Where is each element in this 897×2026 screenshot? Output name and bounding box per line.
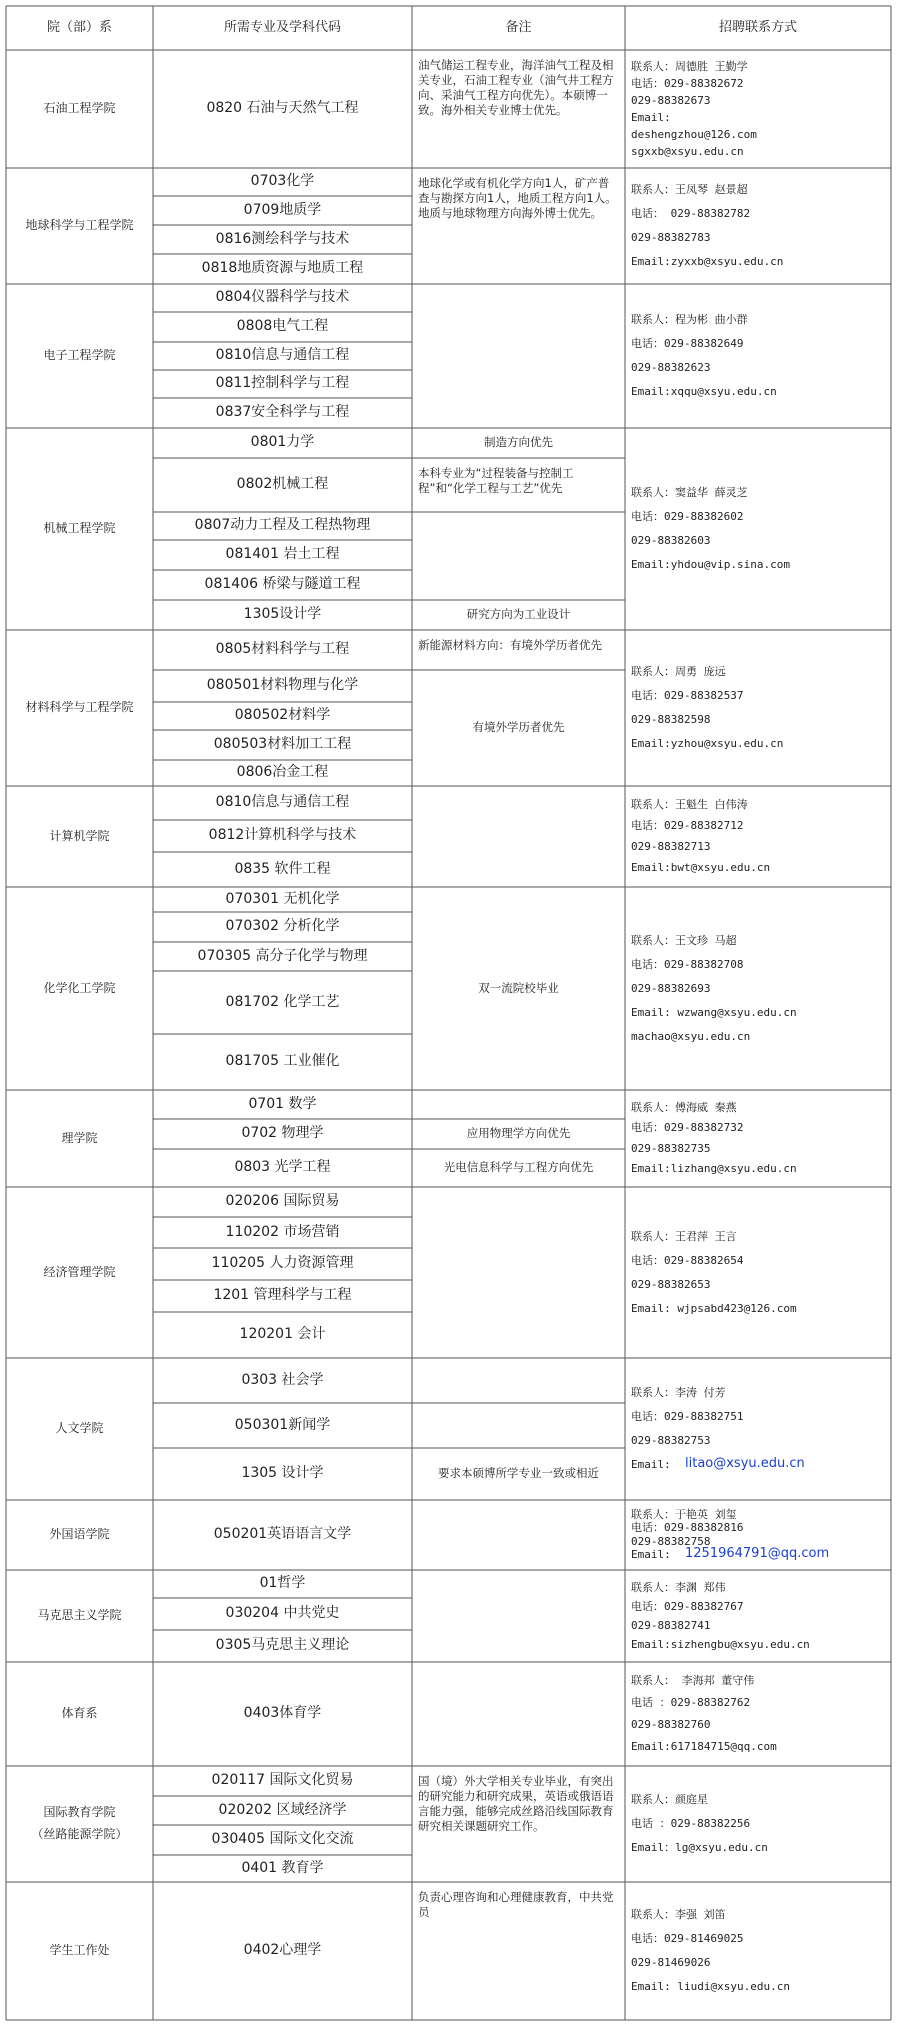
contact-line: 电话：029-88382816 bbox=[631, 1521, 744, 1535]
department-name: 经济管理学院 bbox=[43, 1264, 116, 1279]
note-text: 油气储运工程专业，海洋油气工程及相关专业，石油工程专业（油气井工程方向、采油气工程方向优先）。本硕博一致。海外相关专业博士优先。 bbox=[418, 58, 614, 117]
note-text: 负责心理咨询和心理健康教育，中共党员 bbox=[418, 1890, 614, 1919]
subject-item: 0701 数学 bbox=[248, 1095, 317, 1112]
header-cell: 所需专业及学科代码 bbox=[223, 20, 341, 35]
contact-line: 联系人：王文珍 马超 bbox=[631, 933, 737, 947]
contact-line: Email:yhdou@vip.sina.com bbox=[631, 558, 790, 571]
note-text: 光电信息科学与工程方向优先 bbox=[443, 1160, 594, 1174]
contact-line: 联系人：周德胜 王勤学 bbox=[631, 59, 748, 73]
contact-line: machao@xsyu.edu.cn bbox=[631, 1029, 751, 1043]
department-name: 地球科学与工程学院 bbox=[25, 218, 134, 232]
subject-item: 1305 设计学 bbox=[241, 1465, 324, 1481]
contact-line: 电话：029-88382654 bbox=[631, 1253, 744, 1267]
contact-line: 029-88382783 bbox=[631, 231, 711, 244]
subject-item: 080502材料学 bbox=[234, 707, 331, 723]
note-text: 要求本硕博所学专业一致或相近 bbox=[438, 1466, 599, 1480]
subject-item: 0810信息与通信工程 bbox=[215, 347, 350, 363]
contact-line: 电话：029-88382672 bbox=[631, 76, 744, 90]
subject-item: 0806冶金工程 bbox=[236, 764, 329, 780]
subject-item: 070301 无机化学 bbox=[225, 890, 340, 907]
contact-line: 联系人：王凤琴 赵景超 bbox=[631, 183, 748, 196]
note-text: 地球化学或有机化学方向1人，矿产普查与勘探方向1人，地质工程方向1人。地质与地球物理方向海外博士优先。 bbox=[418, 176, 617, 220]
subject-item: 080503材料加工工程 bbox=[213, 736, 352, 752]
subject-item: 0811控制科学与工程 bbox=[215, 375, 350, 391]
contact-line: 联系人：王魁生 白伟涛 bbox=[631, 797, 748, 811]
subject-item: 0402心理学 bbox=[243, 1942, 322, 1958]
contact-line: Email: wzwang@xsyu.edu.cn bbox=[631, 1005, 797, 1019]
subject-item: 0804仪器科学与技术 bbox=[215, 289, 350, 305]
contact-line: Email:xqqu@xsyu.edu.cn bbox=[631, 385, 777, 398]
subject-item: 0303 社会学 bbox=[241, 1371, 324, 1388]
header-cell: 院（部）系 bbox=[46, 20, 112, 35]
department-name: 材料科学与工程学院 bbox=[25, 700, 134, 714]
header-cell: 备注 bbox=[505, 20, 532, 35]
department-name: 石油工程学院 bbox=[43, 101, 116, 115]
contact-line: 029-88382713 bbox=[631, 840, 711, 854]
subject-item: 0820 石油与天然气工程 bbox=[206, 100, 359, 116]
department-name: 人文学院 bbox=[55, 1421, 104, 1435]
note-text: 双一流院校毕业 bbox=[478, 980, 559, 995]
subject-item: 020117 国际文化贸易 bbox=[211, 1772, 354, 1788]
subject-item: 0818地质资源与地质工程 bbox=[201, 260, 364, 276]
contact-line: 电话：029-81469025 bbox=[631, 1932, 744, 1945]
contact-line: 联系人： 李海邦 董守伟 bbox=[631, 1674, 755, 1687]
contact-line: Email: bbox=[631, 1548, 671, 1562]
contact-line: 029-88382758 bbox=[631, 1534, 711, 1548]
note-text: 新能源材料方向：有境外学历者优先 bbox=[418, 638, 602, 652]
subject-item: 030204 中共党史 bbox=[225, 1605, 340, 1621]
subject-item: 030405 国际文化交流 bbox=[211, 1831, 354, 1847]
contact-line: 联系人：李强 刘笛 bbox=[631, 1908, 726, 1921]
contact-line: 电话 ：029-88382762 bbox=[631, 1696, 751, 1709]
subject-item: 0803 光学工程 bbox=[234, 1159, 331, 1175]
note-text: 应用物理学方向优先 bbox=[466, 1126, 571, 1140]
contact-line: Email:lizhang@xsyu.edu.cn bbox=[631, 1161, 797, 1175]
subject-item: 020206 国际贸易 bbox=[225, 1193, 340, 1209]
subject-item: 0812计算机科学与技术 bbox=[208, 827, 357, 843]
contact-line: Email:bwt@xsyu.edu.cn bbox=[631, 861, 771, 875]
contact-line: 电话：029-88382712 bbox=[631, 818, 744, 832]
subject-item: 1201 管理科学与工程 bbox=[213, 1287, 352, 1303]
department-name: 理学院 bbox=[61, 1130, 98, 1145]
subject-item: 081406 桥梁与隧道工程 bbox=[204, 576, 361, 592]
contact-line: 联系人：王君萍 王言 bbox=[631, 1229, 737, 1243]
note-text: 本科专业为“过程装备与控制工程”和“化学工程与工艺”优先 bbox=[418, 466, 574, 495]
contact-line: sgxxb@xsyu.edu.cn bbox=[631, 144, 744, 158]
contact-line: 电话： 029-88382782 bbox=[631, 207, 751, 220]
subject-item: 0808电气工程 bbox=[236, 318, 329, 334]
subject-item: 0702 物理学 bbox=[241, 1125, 324, 1141]
subject-item: 081705 工业催化 bbox=[225, 1053, 340, 1069]
subject-item: 070302 分析化学 bbox=[225, 918, 340, 934]
contact-line: 029-88382623 bbox=[631, 361, 711, 374]
contact-line: 联系人：于艳英 刘玺 bbox=[631, 1507, 737, 1521]
subject-item: 050201英语语言文学 bbox=[213, 1526, 352, 1542]
contact-line: 联系人：程为彬 曲小群 bbox=[631, 313, 748, 326]
contact-line: Email: bbox=[631, 110, 671, 124]
contact-line: 联系人：李渊 郑伟 bbox=[631, 1580, 726, 1594]
subject-item: 0305马克思主义理论 bbox=[215, 1637, 350, 1653]
contact-line: 联系人：傅海威 秦燕 bbox=[631, 1101, 737, 1115]
department-name: 化学化工学院 bbox=[43, 980, 116, 995]
contact-line: 联系人：窦益华 薛灵芝 bbox=[631, 486, 748, 499]
contact-line: 电话：029-88382602 bbox=[631, 510, 744, 523]
contact-line: Email：lg@xsyu.edu.cn bbox=[631, 1841, 768, 1854]
contact-line: 电话：029-88382649 bbox=[631, 337, 744, 350]
contact-line: 029-88382603 bbox=[631, 534, 711, 547]
contact-line: Email: bbox=[631, 1458, 671, 1471]
subject-item: 0403体育学 bbox=[243, 1705, 322, 1721]
contact-line: 029-88382760 bbox=[631, 1718, 711, 1731]
subject-item: 0802机械工程 bbox=[236, 476, 329, 492]
contact-line: 029-88382653 bbox=[631, 1277, 711, 1291]
contact-line: Email: wjpsabd423@126.com bbox=[631, 1301, 797, 1315]
header-cell: 招聘联系方式 bbox=[718, 20, 797, 35]
contact-line: 电话 ：029-88382256 bbox=[631, 1817, 751, 1830]
department-name: 马克思主义学院 bbox=[37, 1608, 122, 1622]
subject-item: 0810信息与通信工程 bbox=[215, 794, 350, 810]
department-name: 外国语学院 bbox=[49, 1527, 110, 1541]
contact-line: 电话：029-88382708 bbox=[631, 957, 744, 971]
note-text: 国（境）外大学相关专业毕业，有突出的研究能力和研究成果，英语或俄语语言能力强，能够完成丝路沿线国际教育研究相关课题研究工作。 bbox=[418, 1774, 614, 1833]
contact-line: 电话：029-88382767 bbox=[631, 1599, 744, 1613]
subject-item: 0835 软件工程 bbox=[234, 860, 331, 877]
department-name: 学生工作处 bbox=[49, 1943, 110, 1957]
contact-line: 029-88382741 bbox=[631, 1618, 711, 1632]
subject-item: 0401 教育学 bbox=[241, 1859, 324, 1876]
department-name: （丝路能源学院） bbox=[31, 1827, 128, 1841]
subject-item: 081401 岩土工程 bbox=[225, 546, 340, 562]
contact-line: 029-88382753 bbox=[631, 1434, 711, 1447]
subject-item: 020202 区域经济学 bbox=[218, 1801, 347, 1818]
subject-item: 080501材料物理与化学 bbox=[206, 677, 359, 693]
subject-item: 0816测绘科学与技术 bbox=[215, 230, 350, 247]
department-name: 机械工程学院 bbox=[43, 521, 116, 535]
subject-item: 0801力学 bbox=[250, 434, 315, 450]
contact-line: 029-88382673 bbox=[631, 93, 711, 107]
department-name: 电子工程学院 bbox=[43, 348, 116, 362]
contact-line: 029-88382693 bbox=[631, 981, 711, 995]
subject-item: 081702 化学工艺 bbox=[225, 993, 340, 1010]
subject-item: 120201 会计 bbox=[239, 1326, 326, 1342]
subject-item: 0805材料科学与工程 bbox=[215, 641, 350, 657]
subject-item: 01哲学 bbox=[259, 1575, 306, 1591]
contact-line: 电话：029-88382732 bbox=[631, 1121, 744, 1135]
contact-line: 029-81469026 bbox=[631, 1956, 711, 1969]
contact-line: 电话：029-88382537 bbox=[631, 689, 744, 702]
subject-item: 0703化学 bbox=[250, 173, 315, 189]
note-text: 研究方向为工业设计 bbox=[466, 607, 571, 621]
contact-line: Email:zyxxb@xsyu.edu.cn bbox=[631, 255, 784, 268]
contact-line: 029-88382598 bbox=[631, 713, 711, 726]
department-name: 国际教育学院 bbox=[43, 1805, 116, 1819]
subject-item: 110205 人力资源管理 bbox=[211, 1255, 354, 1271]
contact-email-link: litao@xsyu.edu.cn bbox=[685, 1456, 805, 1471]
note-text: 有境外学历者优先 bbox=[472, 720, 565, 734]
subject-item: 050301新闻学 bbox=[234, 1416, 331, 1433]
department-name: 体育系 bbox=[61, 1706, 98, 1720]
contact-line: 联系人：李涛 付芳 bbox=[631, 1386, 726, 1399]
subject-item: 110202 市场营销 bbox=[225, 1223, 340, 1240]
department-name: 计算机学院 bbox=[49, 828, 110, 843]
contact-line: 电话：029-88382751 bbox=[631, 1410, 744, 1423]
contact-line: Email: liudi@xsyu.edu.cn bbox=[631, 1980, 790, 1993]
subject-item: 0837安全科学与工程 bbox=[215, 404, 350, 420]
contact-line: 029-88382735 bbox=[631, 1141, 711, 1155]
contact-line: 联系人：颜庭星 bbox=[631, 1793, 708, 1806]
contact-line: Email:yzhou@xsyu.edu.cn bbox=[631, 737, 784, 750]
contact-line: 联系人：周勇 庞远 bbox=[631, 665, 726, 678]
contact-line: Email:sizhengbu@xsyu.edu.cn bbox=[631, 1637, 810, 1651]
subject-item: 070305 高分子化学与物理 bbox=[197, 947, 368, 964]
note-text: 制造方向优先 bbox=[484, 435, 553, 449]
subject-item: 1305设计学 bbox=[243, 606, 322, 622]
subject-item: 0807动力工程及工程热物理 bbox=[194, 517, 371, 533]
contact-line: Email:617184715@qq.com bbox=[631, 1740, 777, 1753]
contact-line: deshengzhou@126.com bbox=[631, 127, 757, 141]
subject-item: 0709地质学 bbox=[243, 201, 322, 218]
contact-email-link: 1251964791@qq.com bbox=[685, 1546, 830, 1562]
